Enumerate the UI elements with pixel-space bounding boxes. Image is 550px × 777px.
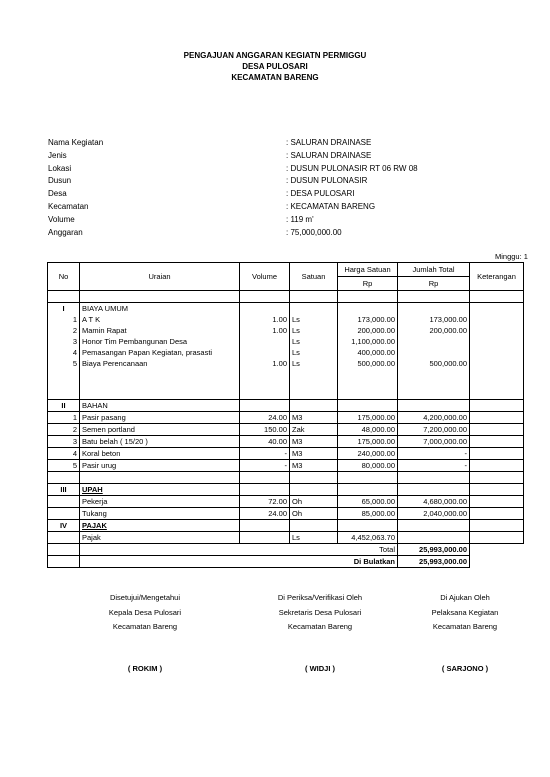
- signature-role: Di Ajukan Oleh: [440, 593, 490, 602]
- row-volume: [240, 347, 290, 358]
- signature-title: Kepala Desa Pulosari: [108, 607, 182, 617]
- rounded-total-row: [48, 556, 524, 568]
- total-row: [48, 544, 524, 556]
- row-satuan: M3: [290, 412, 338, 424]
- section-title: PAJAK: [80, 520, 240, 532]
- doc-title-line3: KECAMATAN BARENG: [231, 73, 319, 82]
- row-satuan: M3: [290, 436, 338, 448]
- row-volume: 24.00: [240, 508, 290, 520]
- row-number: 4: [48, 347, 80, 358]
- row-volume: 1.00: [240, 325, 290, 336]
- info-label: Volume: [48, 214, 75, 224]
- rounded-total-value: 25,993,000.00: [398, 556, 470, 568]
- week-label: Minggu: 1: [495, 252, 528, 261]
- row-uraian: Pekerja: [80, 496, 240, 508]
- row-jumlah: 2,040,000.00: [398, 508, 470, 520]
- row-harga: 200,000.00: [338, 325, 398, 336]
- info-value: : DUSUN PULONASIR: [286, 176, 368, 186]
- row-harga: 4,452,063.70: [338, 532, 398, 544]
- row-jumlah: [398, 336, 470, 347]
- row-jumlah: [398, 347, 470, 358]
- info-row: [48, 150, 418, 163]
- row-harga: 48,000.00: [338, 424, 398, 436]
- row-uraian: Pajak: [80, 532, 240, 544]
- row-number: 3: [48, 336, 80, 347]
- row-satuan: Ls: [290, 347, 338, 358]
- row-jumlah: 4,200,000.00: [398, 412, 470, 424]
- row-uraian: Honor Tim Pembangunan Desa: [80, 336, 240, 347]
- info-label: Dusun: [48, 176, 72, 186]
- signature-location: Kecamatan Bareng: [112, 622, 178, 631]
- info-row: [48, 201, 418, 214]
- row-jumlah: 173,000.00: [398, 314, 470, 325]
- signature-block-kepala-desa: [70, 591, 220, 676]
- row-harga: 80,000.00: [338, 460, 398, 472]
- row-uraian: Biaya Perencanaan: [80, 358, 240, 369]
- signature-name: ( ROKIM ): [127, 663, 163, 673]
- col-header-no: No: [48, 263, 80, 291]
- table-row: [48, 358, 524, 369]
- signature-role: Di Periksa/Verifikasi Oleh: [277, 593, 363, 602]
- row-satuan: Ls: [290, 358, 338, 369]
- row-jumlah: -: [398, 448, 470, 460]
- info-block: [48, 137, 418, 239]
- row-harga: 175,000.00: [338, 436, 398, 448]
- row-satuan: Ls: [290, 336, 338, 347]
- row-satuan: M3: [290, 460, 338, 472]
- row-satuan: Ls: [290, 314, 338, 325]
- row-satuan: Ls: [290, 325, 338, 336]
- row-uraian: Mamin Rapat: [80, 325, 240, 336]
- row-number: 4: [48, 448, 80, 460]
- section-number: I: [48, 303, 80, 315]
- row-satuan: M3: [290, 448, 338, 460]
- row-jumlah: 7,000,000.00: [398, 436, 470, 448]
- signature-location: Kecamatan Bareng: [432, 622, 498, 631]
- doc-title-line2: DESA PULOSARI: [242, 62, 308, 71]
- section-row: [48, 400, 524, 412]
- row-harga: 500,000.00: [338, 358, 398, 369]
- section-number: III: [48, 484, 80, 496]
- section-row: [48, 303, 524, 315]
- row-satuan: Oh: [290, 496, 338, 508]
- info-row: [48, 188, 418, 201]
- table-row: [48, 496, 524, 508]
- signature-name: ( SARJONO ): [441, 663, 489, 673]
- row-uraian: Batu belah ( 15/20 ): [80, 436, 240, 448]
- col-header-rp-jumlah: Rp: [398, 277, 470, 291]
- signature-block-sekretaris: [245, 591, 395, 676]
- row-number: 1: [48, 412, 80, 424]
- row-uraian: Tukang: [80, 508, 240, 520]
- col-header-satuan: Satuan: [290, 263, 338, 291]
- info-value: : DESA PULOSARI: [286, 189, 355, 199]
- info-value: : SALURAN DRAINASE: [286, 138, 372, 147]
- row-jumlah: -: [398, 460, 470, 472]
- info-row: [48, 214, 418, 227]
- budget-table: [47, 262, 524, 568]
- signature-block-pelaksana: [390, 591, 540, 676]
- row-satuan: Ls: [290, 532, 338, 544]
- signature-role: Disetujui/Mengetahui: [109, 593, 181, 602]
- table-row: [48, 325, 524, 336]
- info-row: [48, 227, 418, 240]
- col-header-volume: Volume: [240, 263, 290, 291]
- table-row: [48, 508, 524, 520]
- row-uraian: Pasir pasang: [80, 412, 240, 424]
- row-volume: -: [240, 460, 290, 472]
- info-row: [48, 163, 418, 176]
- row-harga: 240,000.00: [338, 448, 398, 460]
- row-jumlah: 7,200,000.00: [398, 424, 470, 436]
- row-number: 5: [48, 358, 80, 369]
- row-harga: 175,000.00: [338, 412, 398, 424]
- row-volume: 1.00: [240, 358, 290, 369]
- info-value: : SALURAN DRAINASE: [286, 150, 372, 160]
- signature-title: Sekretaris Desa Pulosari: [278, 607, 362, 617]
- row-uraian: A T K: [80, 314, 240, 325]
- section-title: BIAYA UMUM: [80, 303, 240, 315]
- row-harga: 1,100,000.00: [338, 336, 398, 347]
- table-header-row: [48, 263, 524, 277]
- total-value: 25,993,000.00: [398, 544, 470, 556]
- table-row: [48, 336, 524, 347]
- info-row: [48, 137, 418, 150]
- row-number: 3: [48, 436, 80, 448]
- spacer-row: [48, 472, 524, 484]
- row-uraian: Pemasangan Papan Kegiatan, prasasti: [80, 347, 240, 358]
- col-header-rp-harga: Rp: [338, 277, 398, 291]
- row-number: 1: [48, 314, 80, 325]
- signature-title: Pelaksana Kegiatan: [431, 607, 499, 617]
- info-label: Nama Kegiatan: [48, 138, 104, 147]
- info-label: Lokasi: [48, 163, 72, 173]
- section-title: BAHAN: [80, 400, 240, 412]
- info-value: : KECAMATAN BARENG: [286, 201, 376, 211]
- info-label: Jenis: [48, 150, 67, 160]
- table-row: [48, 448, 524, 460]
- col-header-jumlah: Jumlah Total: [398, 263, 470, 277]
- row-harga: 85,000.00: [338, 508, 398, 520]
- row-volume: 150.00: [240, 424, 290, 436]
- info-label: Kecamatan: [48, 201, 89, 211]
- col-header-harga: Harga Satuan: [338, 263, 398, 277]
- table-row: [48, 412, 524, 424]
- table-row: [48, 314, 524, 325]
- row-volume: 40.00: [240, 436, 290, 448]
- signature-location: Kecamatan Bareng: [287, 622, 353, 631]
- info-row: [48, 175, 418, 188]
- row-satuan: Zak: [290, 424, 338, 436]
- info-value: : 119 m': [286, 214, 314, 224]
- section-title: UPAH: [80, 484, 240, 496]
- row-satuan: Oh: [290, 508, 338, 520]
- row-volume: [240, 336, 290, 347]
- row-volume: 72.00: [240, 496, 290, 508]
- table-row: [48, 532, 524, 544]
- row-number: 2: [48, 325, 80, 336]
- section-number: II: [48, 400, 80, 412]
- table-row: [48, 460, 524, 472]
- row-jumlah: 4,680,000.00: [398, 496, 470, 508]
- section-row: [48, 520, 524, 532]
- row-harga: 400,000.00: [338, 347, 398, 358]
- spacer-row: [48, 291, 524, 303]
- row-harga: 173,000.00: [338, 314, 398, 325]
- spacer-row: [48, 369, 524, 400]
- rounded-total-label: Di Bulatkan: [80, 556, 398, 568]
- row-jumlah: 200,000.00: [398, 325, 470, 336]
- section-row: [48, 484, 524, 496]
- table-row: [48, 436, 524, 448]
- row-volume: 1.00: [240, 314, 290, 325]
- info-value: : DUSUN PULONASIR RT 06 RW 08: [286, 163, 418, 173]
- info-value: : 75,000,000.00: [286, 227, 342, 237]
- table-row: [48, 347, 524, 358]
- row-number: 5: [48, 460, 80, 472]
- row-harga: 65,000.00: [338, 496, 398, 508]
- row-uraian: Semen portland: [80, 424, 240, 436]
- row-volume: 24.00: [240, 412, 290, 424]
- info-label: Desa: [48, 189, 67, 199]
- section-number: IV: [48, 520, 80, 532]
- col-header-keterangan: Keterangan: [470, 263, 524, 291]
- row-uraian: Koral beton: [80, 448, 240, 460]
- row-volume: -: [240, 448, 290, 460]
- info-label: Anggaran: [48, 227, 83, 237]
- col-header-uraian: Uraian: [80, 263, 240, 291]
- row-jumlah: 500,000.00: [398, 358, 470, 369]
- doc-title-line1: PENGAJUAN ANGGARAN KEGIATN PERMIGGU: [183, 51, 367, 60]
- row-uraian: Pasir urug: [80, 460, 240, 472]
- signature-name: ( WIDJI ): [305, 663, 335, 673]
- row-number: 2: [48, 424, 80, 436]
- table-row: [48, 424, 524, 436]
- total-label: Total: [80, 544, 398, 556]
